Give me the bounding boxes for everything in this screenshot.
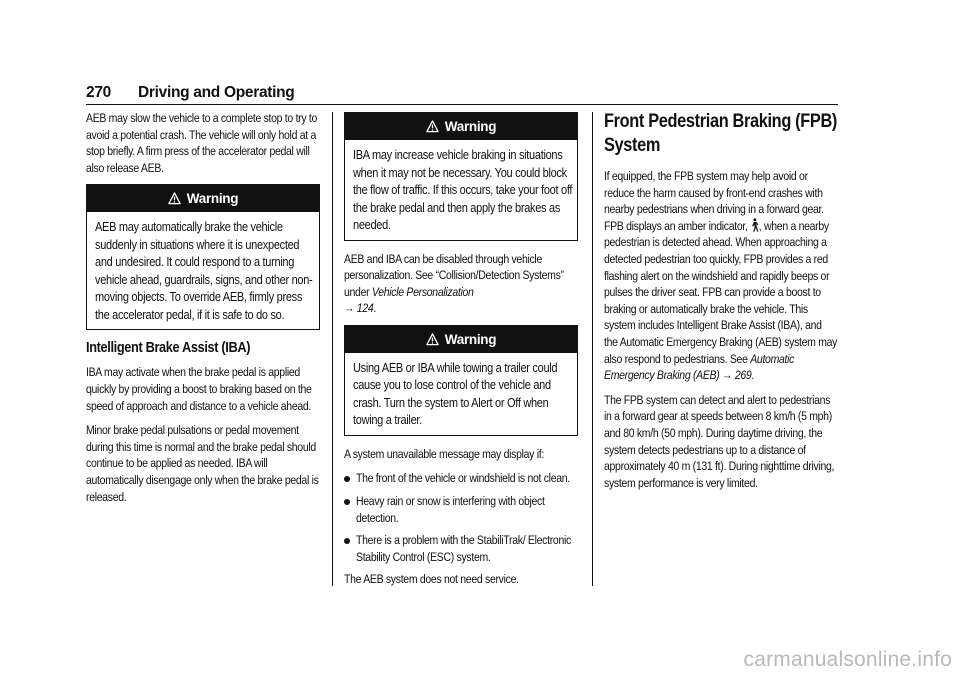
warning-box-aeb — [86, 184, 320, 330]
fpb-speed-paragraph: The FPB system can detect and alert to pedestrians in a forward gear at speeds between 8 km/h (5 mph) and 80 km/h (50 mph). During daytime driving, the system detects pedestrians up to a distance of approximately 40 m (131 ft). During nighttime driving, system performance is very limited. — [604, 392, 835, 490]
warning-header — [345, 326, 577, 353]
disable-paragraph — [344, 251, 578, 317]
watermark: carmanualsonline.info — [743, 648, 952, 671]
pedestrian-icon — [749, 218, 758, 232]
page-ref-number: 124 — [356, 301, 374, 316]
page-header — [86, 84, 838, 104]
list-item-text: The front of the vehicle or windshield is not clean. — [356, 471, 570, 486]
aeb-link-label: Automatic Emergency Braking (AEB) — [604, 351, 795, 383]
column-2 — [344, 110, 578, 596]
warning-icon — [168, 192, 181, 205]
page-ref-arrow-icon: → — [344, 301, 355, 316]
fpb-text-a: If equipped, the FPB system may help avoid or reduce the harm caused by front-end crashes with nearby pedestrians when driving in a forward gear. FPB displays an amber indicator, — [604, 169, 824, 233]
warning-icon — [426, 120, 439, 133]
period: . — [373, 301, 377, 316]
personalization-link-label: Vehicle Personalization — [371, 284, 474, 299]
fpb-text-b: , when a nearby pedestrian is detected ahead. When approaching a detected pedestrian too quickly, FPB provides a red flashing alert on the windshield and rapidly beeps or pulses the driver seat. FPB can provide a boost to braking or automatically brake the vehicle. This system includes Intelligent Brake Assist (IBA), and the Automatic Emergency Braking (AEB) system may also respond to pedestrians. See — [604, 218, 838, 366]
unavailable-paragraph: A system unavailable message may display if: — [344, 446, 544, 461]
section-title: Driving and Operating — [138, 84, 295, 101]
column-3 — [604, 110, 838, 499]
bullet-icon — [344, 538, 350, 544]
list-item-text: Heavy rain or snow is interfering with object detection. — [356, 494, 545, 525]
warning-icon — [426, 333, 439, 346]
bullet-icon — [344, 476, 350, 482]
list-item-text: There is a problem with the StabiliTrak/ Electronic Stability Control (ESC) system. — [356, 533, 571, 564]
disable-text: AEB and IBA can be disabled through vehicle personalization. See “Collision/Detection Systems” under — [344, 251, 564, 299]
warning-label: Warning — [444, 331, 497, 347]
column-divider-left — [332, 112, 333, 586]
period: . — [751, 368, 755, 383]
fpb-description-paragraph — [604, 168, 838, 384]
warning-text: AEB may automatically brake the vehicle suddenly in situations where it is unexpected and undesired. It could respond to a turning vehicle ahead, guardrails, signs, and other non-moving objects. To override AEB, firmly press the accelerator pedal, if it is safe to do so. — [95, 219, 313, 322]
bullet-icon — [344, 499, 350, 505]
list-item — [344, 470, 578, 487]
aeb-release-paragraph: AEB may slow the vehicle to a complete stop to try to avoid a potential crash. The vehicle will only hold at a stop briefly. A firm press of the accelerator pedal will also release AEB. — [86, 111, 318, 175]
unavailable-list — [344, 470, 578, 565]
warning-box-towing — [344, 325, 578, 436]
fpb-heading: Front Pedestrian Braking (FPB) System — [604, 111, 838, 156]
header-rule — [86, 104, 838, 105]
list-item — [344, 493, 578, 526]
no-service-paragraph: The AEB system does not need service. — [344, 572, 519, 587]
warning-header — [87, 185, 319, 212]
iba-pulsation-paragraph: Minor brake pedal pulsations or pedal movement during this time is normal and the brake pedal should continue to be applied as needed. IBA will automatically disengage only when the brake pedal is released. — [86, 423, 319, 504]
iba-heading: Intelligent Brake Assist (IBA) — [86, 340, 251, 357]
page-number: 270 — [86, 84, 111, 101]
page-ref-arrow-icon: → — [722, 368, 733, 383]
warning-text: Using AEB or IBA while towing a trailer could cause you to lose control of the vehicle and crash. Turn the system to Alert or Off when towing a trailer. — [353, 359, 558, 428]
warning-text: IBA may increase vehicle braking in situations when it may not be necessary. You could block the flow of traffic. If this occurs, take your foot off the brake pedal and then apply the brakes as needed. — [353, 147, 573, 232]
warning-label: Warning — [186, 191, 239, 207]
column-1 — [86, 110, 320, 513]
list-item — [344, 532, 578, 565]
page-ref-number: 269 — [734, 368, 752, 383]
iba-activation-paragraph: IBA may activate when the brake pedal is applied quickly by providing a boost to braking based on the speed of approach and distance to a vehicle ahead. — [86, 365, 312, 413]
warning-header — [345, 113, 577, 140]
column-divider-right — [592, 112, 593, 586]
warning-box-iba — [344, 112, 578, 241]
warning-label: Warning — [444, 119, 497, 134]
